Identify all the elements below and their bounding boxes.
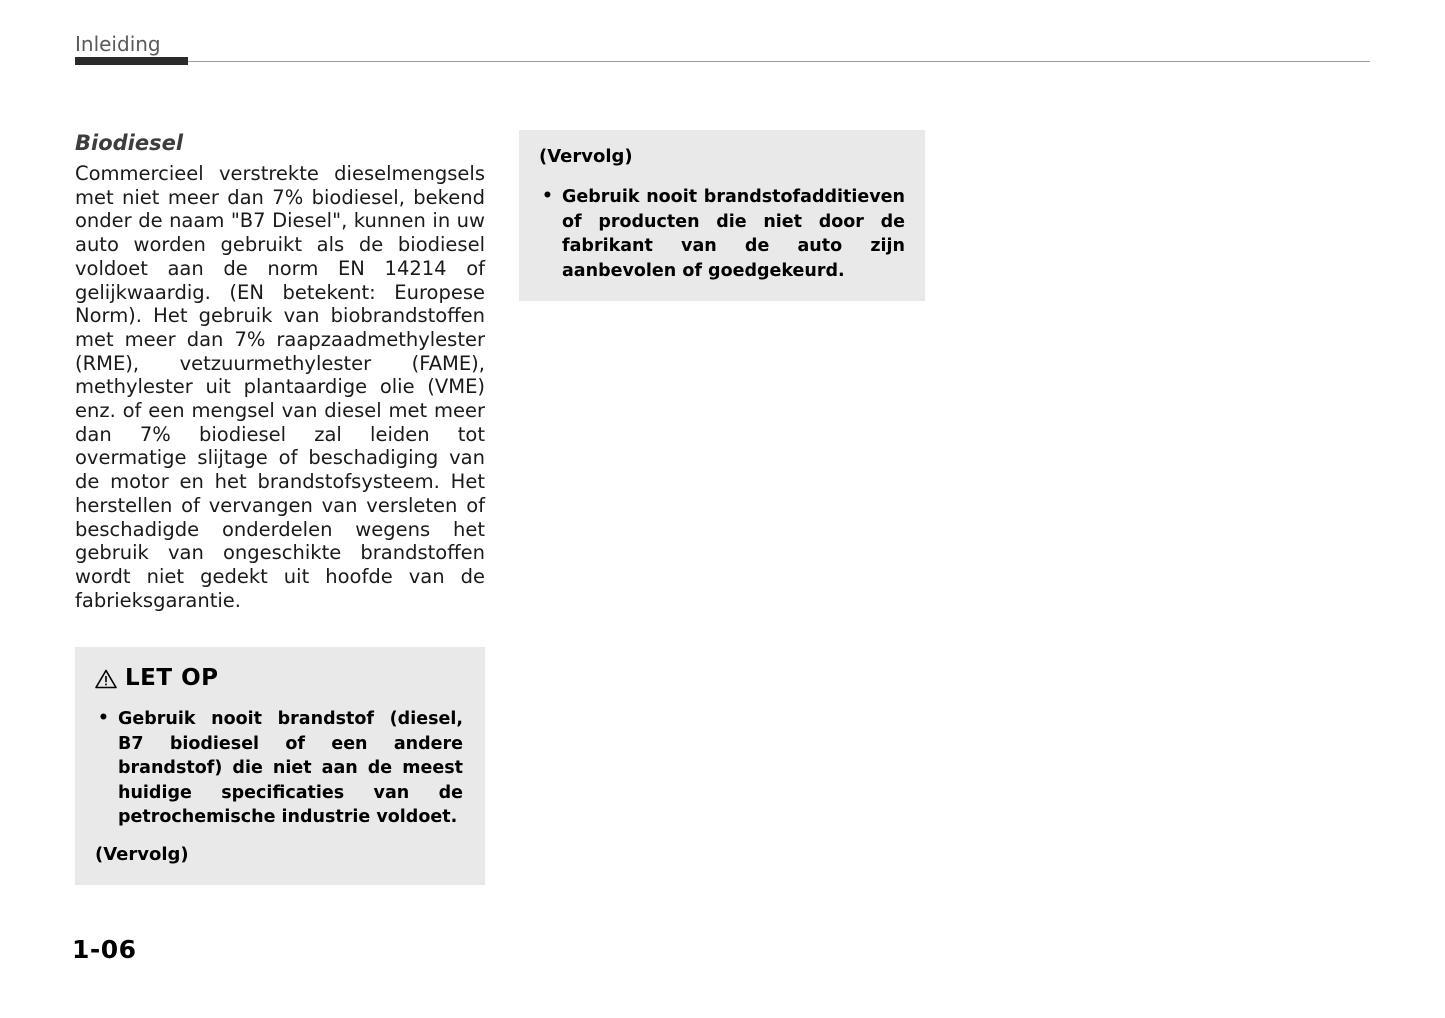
header-divider xyxy=(75,61,1370,62)
page-number: 1-06 xyxy=(72,935,137,964)
list-item: • Gebruik nooit brandstofadditieven of producten die niet door de fabrikant van de auto zijn aanbevolen of goedgekeurd. xyxy=(539,185,905,283)
caution-title: LET OP xyxy=(125,665,219,692)
section-title-biodiesel: Biodiesel xyxy=(75,131,184,155)
biodiesel-body-text: Commercieel verstrekte dieselmengsels met niet meer dan 7% biodiesel, bekend onder de naam "B7 Diesel", kunnen in uw auto worden gebruikt als de biodiesel voldoet aan de norm EN 14214 of gelijkwaardig. (EN betekent: Europese Norm). Het gebruik van biobrandstoffen met meer dan 7% raapzaadmethylester (RME), vetzuurmethylester (FAME), methylester uit plantaardige olie (VME) enz. of een mengsel van diesel met meer dan 7% biodiesel zal leiden tot overmatige slijtage of beschadiging van de motor en het brandstofsysteem. Het herstellen of vervangen van versleten of beschadigde onderdelen wegens het gebruik van ongeschikte brandstoffen wordt niet gedekt uit hoofde van de fabrieksgarantie. xyxy=(75,162,485,612)
header-tab-marker xyxy=(75,57,188,65)
caution-continued-bullet-list xyxy=(539,185,905,283)
page-header xyxy=(75,32,1370,56)
caution-continued-box xyxy=(519,130,925,301)
caution-box xyxy=(75,647,485,885)
warning-triangle-icon xyxy=(95,669,117,689)
caution-header xyxy=(95,665,463,691)
caution-bullet-list xyxy=(95,707,463,830)
left-column xyxy=(75,130,485,885)
caution-continued-title: (Vervolg) xyxy=(539,146,633,167)
list-item: • Gebruik nooit brandstof (diesel, B7 biodiesel of een andere brandstof) die niet aan de meest huidige specificaties van de petrochemische industrie voldoet. xyxy=(95,707,463,830)
right-column xyxy=(519,130,925,301)
header-chapter-title: Inleiding xyxy=(75,32,161,56)
caution-continued-label: (Vervolg) xyxy=(95,843,189,865)
